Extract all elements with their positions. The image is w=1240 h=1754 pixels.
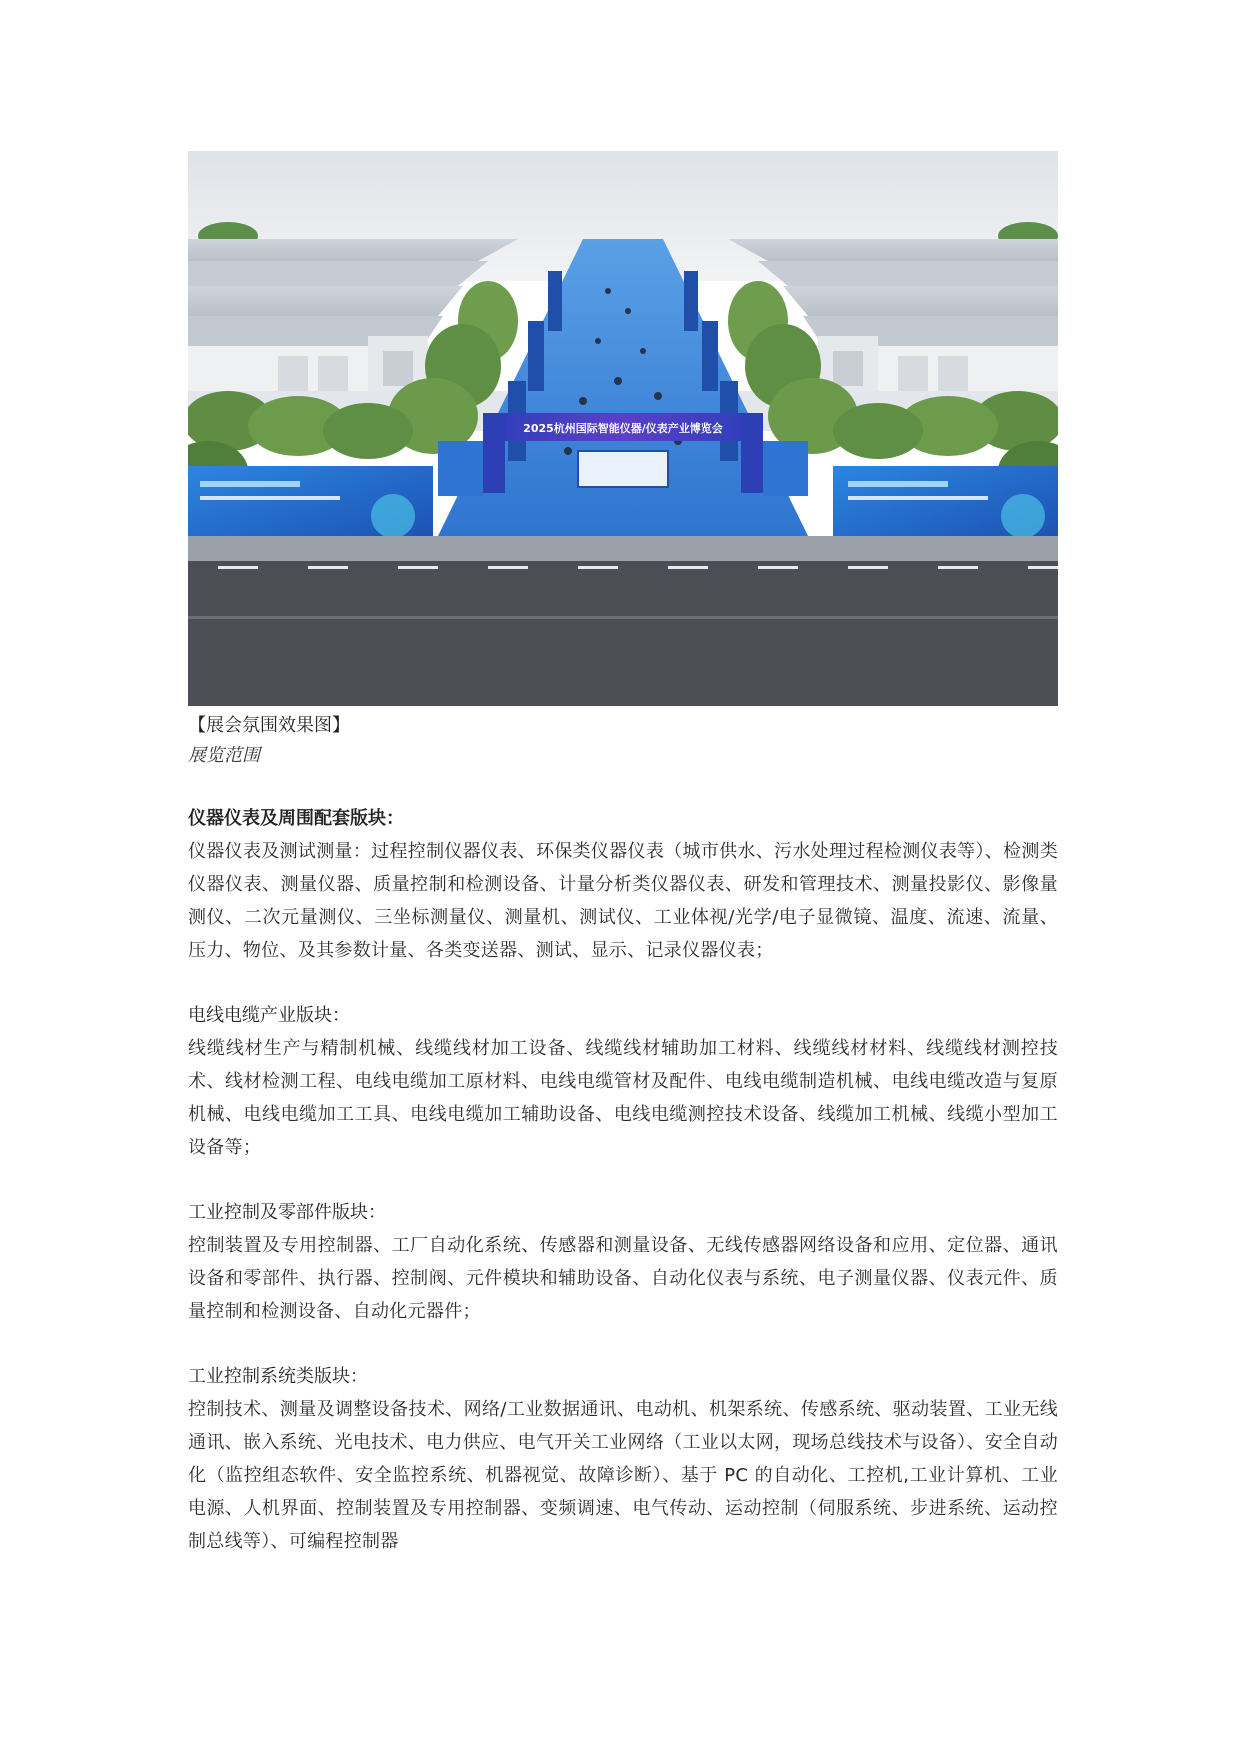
exhibition-scope-subtitle: 展览范围 <box>188 745 260 766</box>
entrance-arch <box>438 413 808 496</box>
section-title: 工业控制及零部件版块： <box>188 1202 386 1223</box>
section-title: 仪器仪表及周围配套版块： <box>188 808 404 829</box>
figure-caption: 【展会氛围效果图】 <box>188 715 350 736</box>
section-industrial-control-parts <box>188 1197 1058 1328</box>
section-industrial-control-systems <box>188 1361 1058 1558</box>
section-instruments <box>188 803 1058 967</box>
section-wire-cable <box>188 1000 1058 1164</box>
section-body: 控制装置及专用控制器、工厂自动化系统、传感器和测量设备、无线传感器网络设备和应用、定位器、通讯设备和零部件、执行器、控制阀、元件模块和辅助设备、自动化仪表与系统、电子测量仪器、仪表元件、质量控制和检测设备、自动化元器件； <box>188 1235 1058 1322</box>
section-title: 电线电缆产业版块： <box>188 1005 350 1026</box>
arch-banner-text: 2025杭州国际智能仪器/仪表产业博览会 <box>523 422 723 435</box>
section-body: 控制技术、测量及调整设备技术、网络/工业数据通讯、电动机、机架系统、传感系统、驱动装置、工业无线通讯、嵌入系统、光电技术、电力供应、电气开关工业网络（工业以太网，现场总线技术与设备）、安全自动化（监控组态软件、安全监控系统、机器视觉、故障诊断）、基于 PC 的自动化、工控机,工业计算机、工业电源、人机界面、控制装置及专用控制器、变频调速、电气传动、运动控制（伺服系统、步进系统、运动控制总线等）、可编程控制器 <box>188 1399 1058 1552</box>
document-content <box>188 151 1058 1558</box>
right-billboard <box>833 466 1058 546</box>
section-title: 工业控制系统类版块： <box>188 1366 368 1387</box>
section-body: 线缆线材生产与精制机械、线缆线材加工设备、线缆线材辅助加工材料、线缆线材材料、线缆线材测控技术、线材检测工程、电线电缆加工原材料、电线电缆管材及配件、电线电缆制造机械、电线电缆改造与复原机械、电线电缆加工工具、电线电缆加工辅助设备、电线电缆测控技术设备、线缆加工机械、线缆小型加工设备等； <box>188 1038 1058 1158</box>
section-body: 仪器仪表及测试测量：过程控制仪器仪表、环保类仪器仪表（城市供水、污水处理过程检测仪表等）、检测类仪器仪表、测量仪器、质量控制和检测设备、计量分析类仪器仪表、研发和管理技术、测量投影仪、影像量测仪、二次元量测仪、三坐标测量仪、测量机、测试仪、工业体视/光学/电子显微镜、温度、流速、流量、压力、物位、及其参数计量、各类变送器、测试、显示、记录仪器仪表； <box>188 841 1058 961</box>
expo-rendering-image <box>188 151 1058 706</box>
left-billboard <box>188 466 433 546</box>
